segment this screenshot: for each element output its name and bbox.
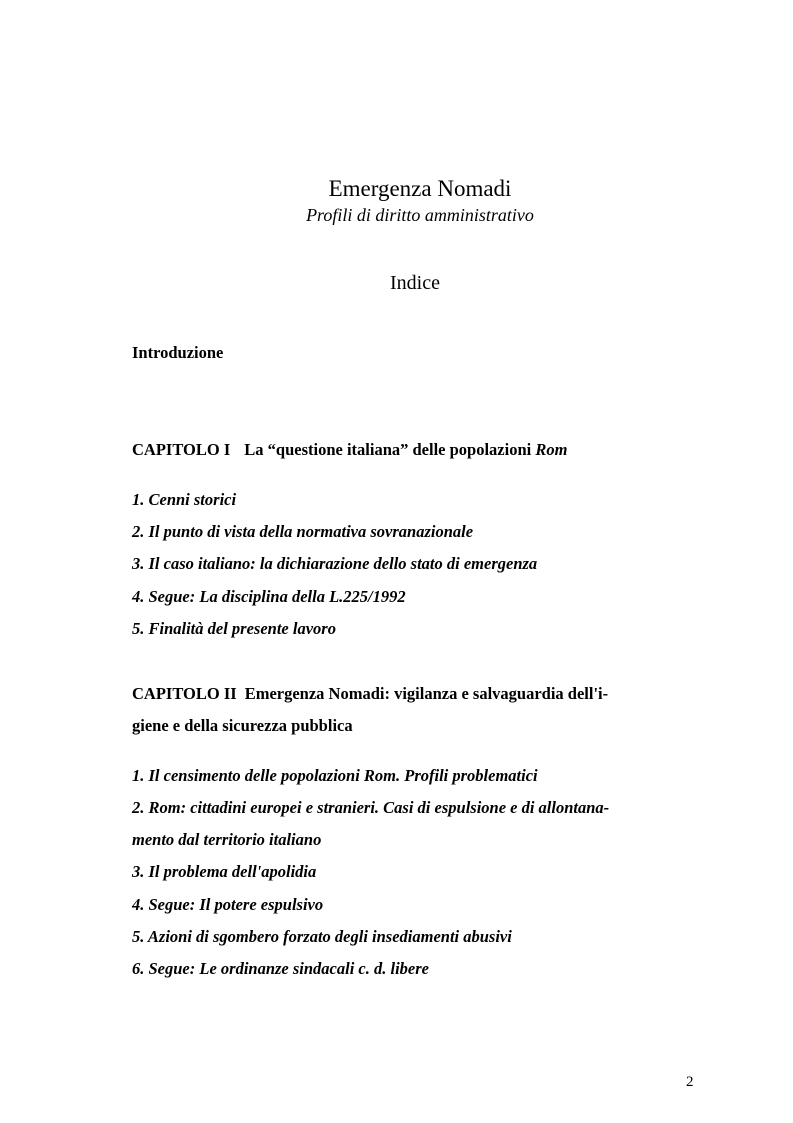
page-number: 2 (686, 1074, 694, 1090)
toc-ch2-section-2-continued: mento dal territorio italiano (132, 830, 322, 849)
document-title: Emergenza Nomadi (328, 176, 512, 201)
toc-ch1-section-2: 2. Il punto di vista della normativa sovranazionale (132, 522, 474, 541)
toc-ch2-section-5: 5. Azioni di sgombero forzato degli insediamenti abusivi (132, 927, 512, 946)
toc-chapter-2 (132, 684, 608, 704)
chapter-1-title-text: La “questione italiana” delle popolazioni (244, 440, 536, 459)
toc-ch2-section-3: 3. Il problema dell'apolidia (132, 862, 317, 881)
toc-ch1-section-3: 3. Il caso italiano: la dichiarazione dello stato di emergenza (132, 554, 538, 573)
toc-ch1-section-1: 1. Cenni storici (132, 490, 237, 509)
title-block (0, 174, 793, 226)
toc-ch1-section-4: 4. Segue: La disciplina della L.225/1992 (132, 587, 406, 606)
toc-ch2-section-4: 4. Segue: Il potere espulsivo (132, 895, 324, 914)
chapter-2-label: CAPITOLO II (132, 684, 237, 703)
chapter-1-title (238, 440, 567, 459)
toc-ch2-section-1: 1. Il censimento delle popolazioni Rom. Profili problematici (132, 766, 538, 785)
index-heading: Indice (390, 272, 440, 294)
document-subtitle: Profili di diritto amministrativo (306, 205, 534, 225)
toc-ch1-section-5: 5. Finalità del presente lavoro (132, 619, 336, 638)
toc-chapter-2-continued: giene e della sicurezza pubblica (132, 716, 353, 735)
toc-chapter-1 (132, 440, 567, 460)
chapter-1-label: CAPITOLO I (132, 440, 231, 459)
toc-ch2-section-2: 2. Rom: cittadini europei e stranieri. Casi di espulsione e di allontana- (132, 798, 610, 817)
chapter-2-title-line1: Emergenza Nomadi: vigilanza e salvaguardia dell'i- (244, 684, 609, 703)
chapter-1-title-italic: Rom (535, 440, 568, 459)
toc-ch2-section-6: 6. Segue: Le ordinanze sindacali c. d. libere (132, 959, 429, 978)
toc-introduction: Introduzione (132, 343, 224, 362)
